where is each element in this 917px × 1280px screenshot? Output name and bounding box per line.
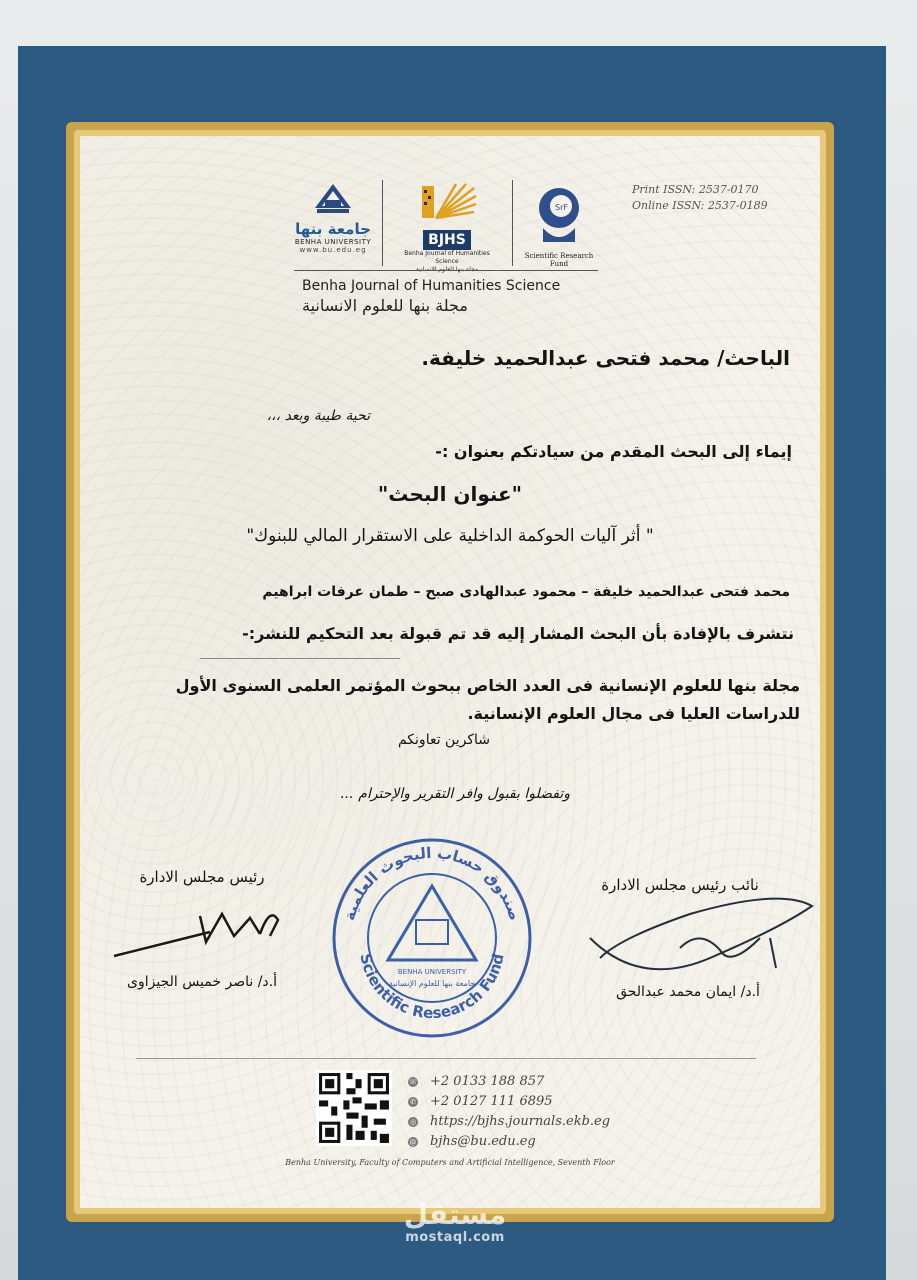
contact-info bbox=[408, 1072, 668, 1152]
research-fund-logo bbox=[518, 182, 600, 268]
website-row bbox=[408, 1112, 668, 1132]
phone-icon: ☏ bbox=[408, 1077, 418, 1086]
research-fund-label: Scientific Research Fund bbox=[524, 252, 594, 268]
publication-line-2: للدراسات العليا فى مجال العلوم الإنسانية. bbox=[467, 704, 800, 723]
stamp-inner-arabic: جامعة بنها للعلوم الإنسانية bbox=[388, 979, 476, 988]
phone-number-2: +2 0127 111 6895 bbox=[430, 1094, 553, 1109]
publication-line-1: مجلة بنها للعلوم الإنسانية فى العدد الخاص ببحوث المؤتمر العلمى السنوى الأول bbox=[175, 676, 800, 695]
header-divider bbox=[382, 180, 383, 266]
head-profile-icon bbox=[529, 182, 589, 246]
svg-text:SrF: SrF bbox=[555, 203, 568, 212]
phone-row bbox=[408, 1072, 668, 1092]
sunburst-icon bbox=[416, 182, 478, 222]
journal-name-arabic: مجلة بنها للعلوم الانسانية bbox=[302, 296, 468, 315]
globe-icon: ◎ bbox=[409, 1117, 417, 1126]
reference-line: إيماء إلى البحث المقدم من سيادتكم بعنوان :- bbox=[435, 442, 792, 461]
email-icon: @ bbox=[409, 1137, 417, 1146]
watermark-english: mostaql.com bbox=[405, 1230, 505, 1245]
university-name-arabic: جامعة بنها bbox=[295, 220, 371, 238]
website-link[interactable]: https://bjhs.journals.ekb.eg bbox=[430, 1114, 611, 1129]
footer-address: Benha University, Faculty of Computers and Artificial Intelligence, Seventh Floor bbox=[285, 1158, 615, 1167]
bjhs-abbr: BJHS bbox=[423, 230, 471, 250]
official-stamp bbox=[330, 836, 534, 1040]
print-issn: Print ISSN: 2537-0170 bbox=[632, 183, 759, 196]
university-name-english: BENHA UNIVERSITY bbox=[294, 238, 372, 246]
mobile-row bbox=[408, 1092, 668, 1112]
right-signatory-name: أ.د/ ايمان محمد عبدالحق bbox=[616, 984, 760, 1000]
bjhs-logo bbox=[392, 182, 502, 274]
authors-line: محمد فتحى عبدالحميد خليفة – محمود عبدالهادى صبح – طمان عرفات ابراهيم bbox=[262, 584, 790, 600]
stamp-english-text: Scientific Research Fund bbox=[356, 952, 508, 1023]
bjhs-english: Benha Journal of Humanities Science bbox=[404, 250, 490, 265]
salutation: الباحث/ محمد فتحى عبدالحميد خليفة. bbox=[421, 346, 790, 370]
research-title-label: "عنوان البحث" bbox=[377, 482, 523, 506]
right-signature-icon bbox=[580, 878, 820, 988]
header-divider bbox=[512, 180, 513, 266]
regards-line: وتفضلوا بقبول وافر التقرير والإحترام ... bbox=[340, 786, 570, 802]
greeting: تحية طيبة وبعد ،،، bbox=[266, 408, 370, 424]
issn-block bbox=[632, 182, 772, 214]
header-rule bbox=[294, 270, 598, 271]
underline bbox=[200, 658, 400, 659]
left-signatory-title: رئيس مجلس الادارة bbox=[139, 868, 265, 886]
footer-rule bbox=[136, 1058, 756, 1059]
email-row bbox=[408, 1132, 668, 1152]
left-signatory-name: أ.د/ ناصر خميس الجيزاوى bbox=[127, 974, 277, 990]
stamp-arabic-text: صندوق حساب البحوث العلمية bbox=[340, 843, 524, 923]
email-link[interactable]: bjhs@bu.edu.eg bbox=[430, 1134, 536, 1149]
journal-name-english: Benha Journal of Humanities Science bbox=[302, 278, 561, 294]
benha-university-logo bbox=[292, 182, 374, 254]
watermark-arabic: مستقل bbox=[403, 1198, 507, 1231]
university-website: www.bu.edu.eg bbox=[299, 246, 367, 254]
research-title: " أثر آليات الحوكمة الداخلية على الاستقرار المالي للبنوك" bbox=[246, 526, 654, 546]
thanks-line: شاكرين تعاونكم bbox=[397, 732, 490, 748]
whatsapp-icon: ✆ bbox=[408, 1097, 418, 1107]
phone-number-1: +2 0133 188 857 bbox=[430, 1074, 545, 1089]
online-issn: Online ISSN: 2537-0189 bbox=[632, 199, 768, 212]
qr-code-icon bbox=[316, 1070, 392, 1146]
stamp-inner-english: BENHA UNIVERSITY bbox=[397, 968, 467, 976]
right-signatory-title: نائب رئيس مجلس الادارة bbox=[601, 876, 759, 894]
acceptance-line: نتشرف بالإفادة بأن البحث المشار إليه قد تم قبولة بعد التحكيم للنشر:- bbox=[242, 624, 794, 643]
watermark bbox=[380, 1200, 530, 1245]
university-building-icon bbox=[313, 182, 353, 216]
certificate bbox=[80, 136, 820, 1208]
left-signature-icon bbox=[110, 896, 290, 966]
